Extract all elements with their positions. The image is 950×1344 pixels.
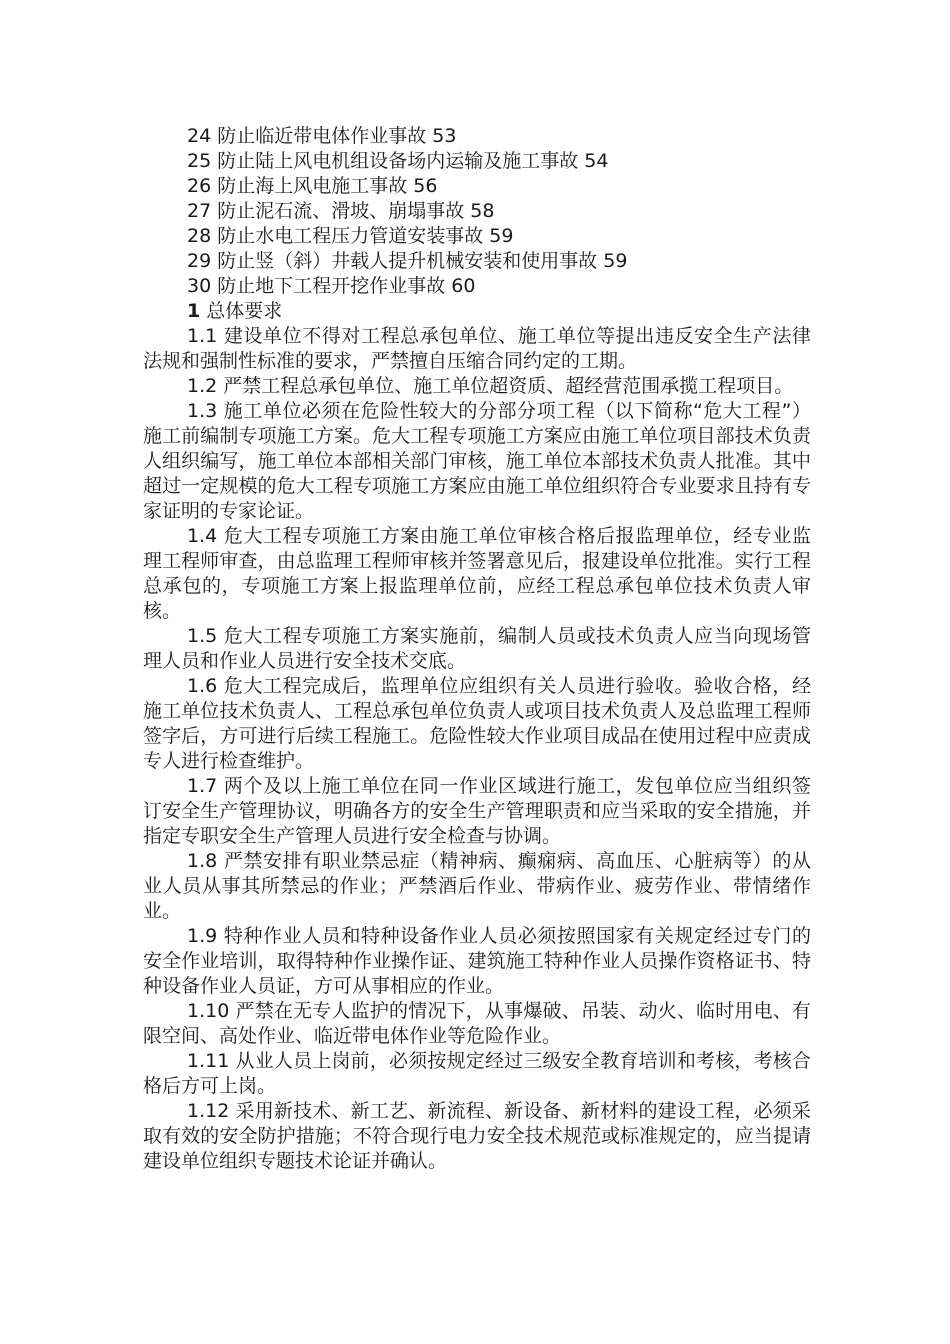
section-title: 总体要求 xyxy=(200,300,283,322)
section-number: 1 xyxy=(187,300,201,322)
toc-entry: 29 防止竖（斜）井载人提升机械安装和使用事故 59 xyxy=(187,250,628,272)
paragraph: 1.4 危大工程专项施工方案由施工单位审核合格后报监理单位，经专业监理工程师审查，由总监理工程师审核并签署意见后，报建设单位批准。实行工程总承包的，专项施工方案上报监理单位前，应经工程总承包单位技术负责人审核。 xyxy=(143,525,811,622)
paragraph: 1.7 两个及以上施工单位在同一作业区域进行施工，发包单位应当组织签订安全生产管理协议，明确各方的安全生产管理职责和应当采取的安全措施，并指定专职安全生产管理人员进行安全检查与协调。 xyxy=(143,775,811,847)
paragraph: 1.11 从业人员上岗前，必须按规定经过三级安全教育培训和考核，考核合格后方可上岗。 xyxy=(143,1050,811,1097)
section-body xyxy=(143,324,811,1174)
toc-entry: 28 防止水电工程压力管道安装事故 59 xyxy=(187,225,514,247)
paragraph: 1.12 采用新技术、新工艺、新流程、新设备、新材料的建设工程，必须采取有效的安全防护措施；不符合现行电力安全技术规范或标准规定的，应当提请建设单位组织专题技术论证并确认。 xyxy=(143,1100,811,1172)
paragraph: 1.6 危大工程完成后，监理单位应组织有关人员进行验收。验收合格，经施工单位技术负责人、工程总承包单位负责人或项目技术负责人及总监理工程师签字后，方可进行后续工程施工。危险性较大作业项目成品在使用过程中应责成专人进行检查维护。 xyxy=(143,675,811,772)
paragraph: 1.9 特种作业人员和特种设备作业人员必须按照国家有关规定经过专门的安全作业培训，取得特种作业操作证、建筑施工特种作业人员操作资格证书、特种设备作业人员证，方可从事相应的作业。 xyxy=(143,925,811,997)
table-of-contents xyxy=(143,124,811,299)
toc-entry: 27 防止泥石流、滑坡、崩塌事故 58 xyxy=(187,200,495,222)
paragraph: 1.2 严禁工程总承包单位、施工单位超资质、超经营范围承揽工程项目。 xyxy=(187,375,794,397)
toc-entry: 30 防止地下工程开挖作业事故 60 xyxy=(187,275,476,297)
document-page xyxy=(143,124,811,1174)
toc-entry: 26 防止海上风电施工事故 56 xyxy=(187,175,438,197)
paragraph: 1.8 严禁安排有职业禁忌症（精神病、癫痫病、高血压、心脏病等）的从业人员从事其所禁忌的作业；严禁酒后作业、带病作业、疲劳作业、带情绪作业。 xyxy=(143,850,811,922)
paragraph: 1.10 严禁在无专人监护的情况下，从事爆破、吊装、动火、临时用电、有限空间、高处作业、临近带电体作业等危险作业。 xyxy=(143,1000,811,1047)
paragraph: 1.3 施工单位必须在危险性较大的分部分项工程（以下简称“危大工程”）施工前编制专项施工方案。危大工程专项施工方案应由施工单位项目部技术负责人组织编写，施工单位本部相关部门审核，施工单位本部技术负责人批准。其中超过一定规模的危大工程专项施工方案应由施工单位组织符合专业要求且持有专家证明的专家论证。 xyxy=(143,400,811,522)
toc-entry: 24 防止临近带电体作业事故 53 xyxy=(187,125,457,147)
toc-entry: 25 防止陆上风电机组设备场内运输及施工事故 54 xyxy=(187,150,609,172)
paragraph: 1.5 危大工程专项施工方案实施前，编制人员或技术负责人应当向现场管理人员和作业人员进行安全技术交底。 xyxy=(143,625,811,672)
section-heading xyxy=(143,299,811,324)
paragraph: 1.1 建设单位不得对工程总承包单位、施工单位等提出违反安全生产法律法规和强制性标准的要求，严禁擅自压缩合同约定的工期。 xyxy=(143,325,811,372)
